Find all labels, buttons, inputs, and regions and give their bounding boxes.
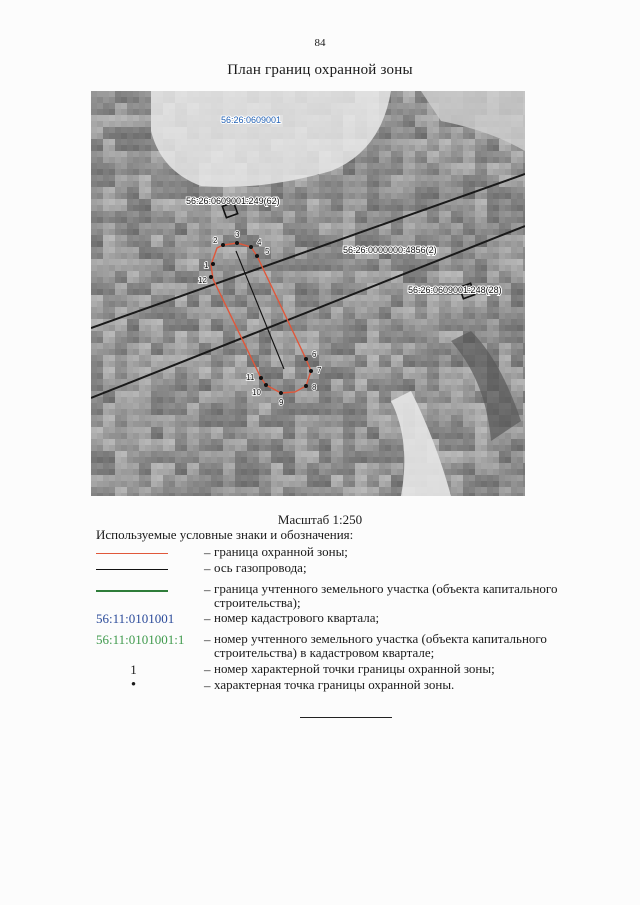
legend-description: граница учтенного земельного участка (объекта капитального строительства); <box>214 581 558 610</box>
legend-dash: – <box>204 561 211 576</box>
zone-point-label-9: 9 <box>279 398 284 407</box>
cadastral-map <box>91 91 525 496</box>
zone-point-label-2: 2 <box>213 236 218 245</box>
legend-title: Используемые условные знаки и обозначения: <box>96 527 354 542</box>
zone-point-9 <box>279 391 283 395</box>
green-line-symbol <box>96 590 168 592</box>
zone-point-label-5: 5 <box>265 247 270 256</box>
legend-dash: – <box>204 678 211 693</box>
zone-point-10 <box>264 383 268 387</box>
end-rule <box>300 717 392 718</box>
zone-point-label-10: 10 <box>252 388 261 397</box>
legend-description: характерная точка границы охранной зоны. <box>214 677 455 692</box>
zone-point-1 <box>211 262 215 266</box>
zone-point-label-11: 11 <box>246 373 255 382</box>
zone-point-label-12: 12 <box>198 276 207 285</box>
legend-description: номер кадастрового квартала; <box>214 610 380 625</box>
parcel-label-249: 56:26:0609001:249(62) <box>186 196 280 206</box>
zone-point-label-6: 6 <box>312 350 317 359</box>
zone-point-7 <box>309 369 313 373</box>
legend-description: ось газопровода; <box>214 560 307 575</box>
zone-point-12 <box>209 275 213 279</box>
zone-point-label-7: 7 <box>317 366 322 375</box>
quarter-label: 56:26:0609001 <box>221 115 282 125</box>
legend-description: номер учтенного земельного участка (объекта капитального строительства) в кадастровом квартале; <box>214 631 547 660</box>
point-dot-symbol: • <box>130 677 137 693</box>
legend-dash: – <box>204 611 211 626</box>
green-parcel-number-symbol: 56:11:0101001:1 <box>96 632 185 647</box>
map-scale: Масштаб 1:250 <box>277 512 363 527</box>
page-title: План границ охранной зоны <box>227 62 413 78</box>
blue-quarter-number-symbol: 56:11:0101001 <box>96 611 175 626</box>
zone-point-4 <box>249 245 253 249</box>
legend-dash: – <box>204 662 211 677</box>
zone-point-3 <box>235 241 239 245</box>
parcel-label-4856: 56:26:0000000:4856(2) <box>343 245 437 255</box>
zone-point-8 <box>304 384 308 388</box>
zone-point-label-4: 4 <box>257 238 262 247</box>
zone-point-label-3: 3 <box>235 230 240 239</box>
legend-dash: – <box>204 582 211 597</box>
zone-point-11 <box>259 376 263 380</box>
page-number: 84 <box>314 37 326 49</box>
legend-dash: – <box>204 545 211 560</box>
orange-line-symbol <box>96 553 168 554</box>
legend-description: номер характерной точки границы охранной зоны; <box>214 661 495 676</box>
parcel-label-248: 56:26:0609001:248(28) <box>408 285 502 295</box>
zone-point-5 <box>255 254 259 258</box>
point-number-symbol: 1 <box>130 662 137 677</box>
zone-point-2 <box>221 243 225 247</box>
zone-point-label-1: 1 <box>204 261 209 270</box>
map-canvas <box>91 91 525 496</box>
legend-description: граница охранной зоны; <box>214 544 348 559</box>
zone-point-6 <box>304 357 308 361</box>
black-line-symbol <box>96 569 168 570</box>
zone-point-label-8: 8 <box>312 383 317 392</box>
legend-dash: – <box>204 632 211 647</box>
